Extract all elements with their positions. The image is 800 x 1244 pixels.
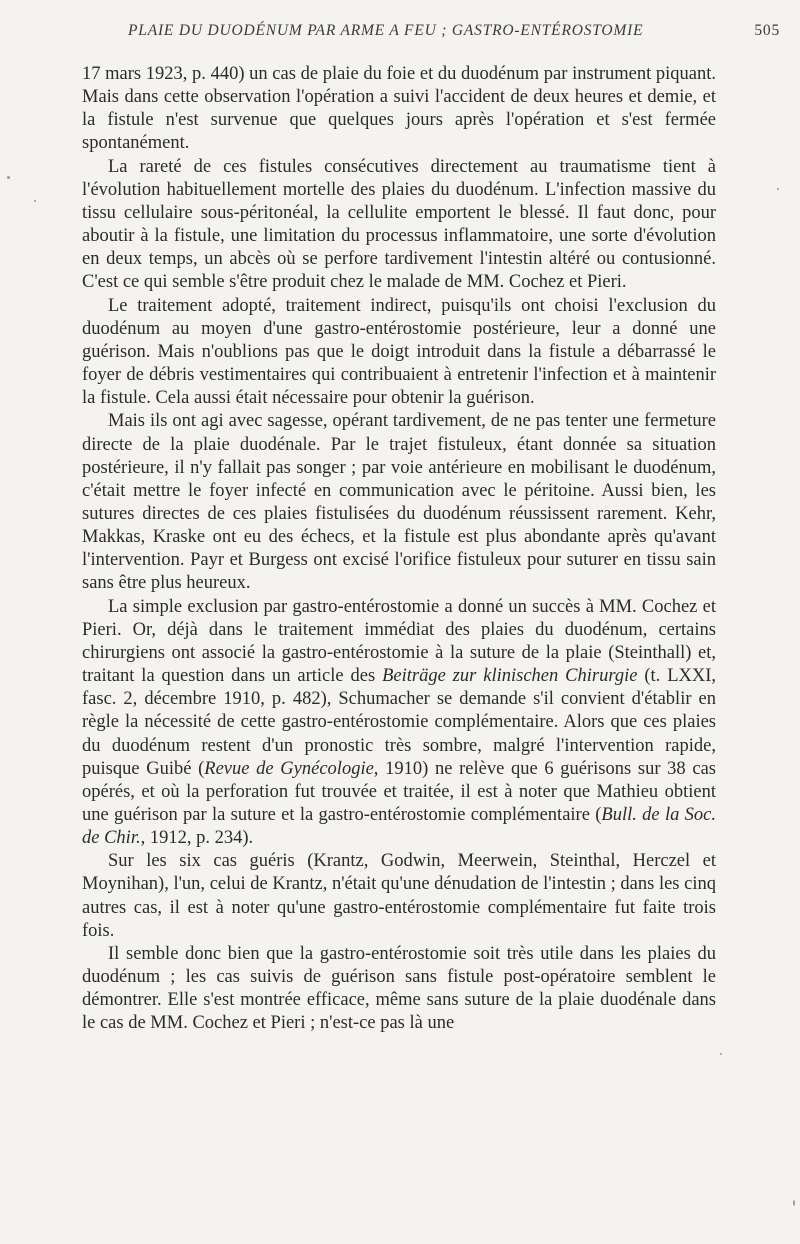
body-text bbox=[82, 63, 716, 1036]
paragraph-6: Sur les six cas guéris (Krantz, Godwin, Meerwein, Steinthal, Herczel et Moynihan), l'un, celui de Krantz, n'était qu'une dénudation de l'intestin ; dans les cinq autres cas, il est à noter qu'une gastro-entérostomie complémentaire fut faite trois fois. bbox=[82, 851, 716, 941]
print-speck bbox=[793, 1200, 795, 1206]
page-header bbox=[128, 22, 780, 48]
page-number: 505 bbox=[754, 22, 780, 39]
paragraph-5-text-d: , 1912, p. 234). bbox=[140, 828, 254, 849]
paragraph-7: Il semble donc bien que la gastro-entérostomie soit très utile dans les plaies du duodénum ; les cas suivis de guérison sans fistule post-opératoire semblent le démontrer. Elle s'est montrée efficace, même sans suture de la plaie duodénale dans le cas de MM. Cochez et Pieri ; n'est-ce pas là une bbox=[82, 943, 716, 1034]
paragraph-5-text-b: (t. LXXI, fasc. 2, décembre 1910, p. 482), Schumacher se demande s'il convient d'établir en règle la nécessité de cette gastro-entérostomie complémentaire. Alors que ces plaies du duodénum restent d'un pronostic très sombre, malgré l'intervention rapide, puisque Guibé ( bbox=[82, 666, 716, 779]
citation-revue-gynecologie: Revue de Gynécologie bbox=[204, 758, 374, 779]
citation-beitrage: Beiträge zur klinischen Chirurgie bbox=[382, 666, 638, 687]
running-title: PLAIE DU DUODÉNUM PAR ARME A FEU ; GASTRO-ENTÉROSTOMIE bbox=[128, 22, 644, 39]
paragraph-5-text-c: , 1910) ne relève que 6 guérisons sur 38 cas opérés, et où la perforation fut trouvée et traitée, il est à noter que Mathieu obtient une guérison par la suture et la gastro-entérostomie complémentaire ( bbox=[82, 758, 716, 825]
citation-bull-soc-chir: Bull. de la Soc. de Chir. bbox=[82, 805, 716, 849]
print-speck bbox=[777, 188, 779, 190]
print-speck bbox=[34, 200, 36, 202]
paragraph-2: La rareté de ces fistules consécutives directement au traumatisme tient à l'évolution habituellement mortelle des plaies du duodénum. L'infection massive du tissu cellulaire sous-péritonéal, la cellulite emportent le blessé. Il faut donc, pour aboutir à la fistule, une limitation du processus inflammatoire, une sorte d'évolution en deux temps, un abcès où se perfore tardivement l'intestin altéré ou contusionné. C'est ce qui semble s'être produit chez le malade de MM. Cochez et Pieri. bbox=[82, 156, 716, 293]
paragraph-1: 17 mars 1923, p. 440) un cas de plaie du foie et du duodénum par instrument piquant. Mais dans cette observation l'opération a suivi l'accident de deux heures et demie, et la fistule n'est survenue que quelques jours après l'opération et s'est fermée spontanément. bbox=[82, 64, 716, 154]
paragraph-4: Mais ils ont agi avec sagesse, opérant tardivement, de ne pas tenter une fermeture directe de la plaie duodénale. Par le trajet fistuleux, étant donnée sa situation postérieure, il n'y fallait pas songer ; par voie antérieure en mobilisant le duodénum, c'était mettre le foyer infecté en communication avec le péritoine. Aussi bien, les sutures directes de ces plaies fistulisées du duodénum réussissent rarement. Kehr, Makkas, Kraske ont eu des échecs, et la fistule est plus abondante après qu'avant l'intervention. Payr et Burgess ont excisé l'orifice fistuleux pour suturer en tissu sain sans être plus heureux. bbox=[82, 411, 716, 594]
paragraph-5-text-a: La simple exclusion par gastro-entérostomie a donné un succès à MM. Cochez et Pieri. Or, déjà dans le traitement immédiat des plaies du duodénum, certains chirurgiens ont associé la gastro-entérostomie à la suture de la plaie (Steinthall) et, traitant la question dans un article des bbox=[82, 596, 716, 687]
print-speck bbox=[7, 176, 10, 179]
paragraph-5 bbox=[82, 596, 716, 851]
paragraph-3: Le traitement adopté, traitement indirect, puisqu'ils ont choisi l'exclusion du duodénum au moyen d'une gastro-entérostomie postérieure, leur a donné une guérison. Mais n'oublions pas que le doigt introduit dans la fistule a débarrassé le foyer de débris vestimentaires qui contribuaient à entretenir l'infection et à maintenir la fistule. Cela aussi était nécessaire pour obtenir la guérison. bbox=[82, 295, 716, 409]
print-speck bbox=[720, 1053, 722, 1055]
